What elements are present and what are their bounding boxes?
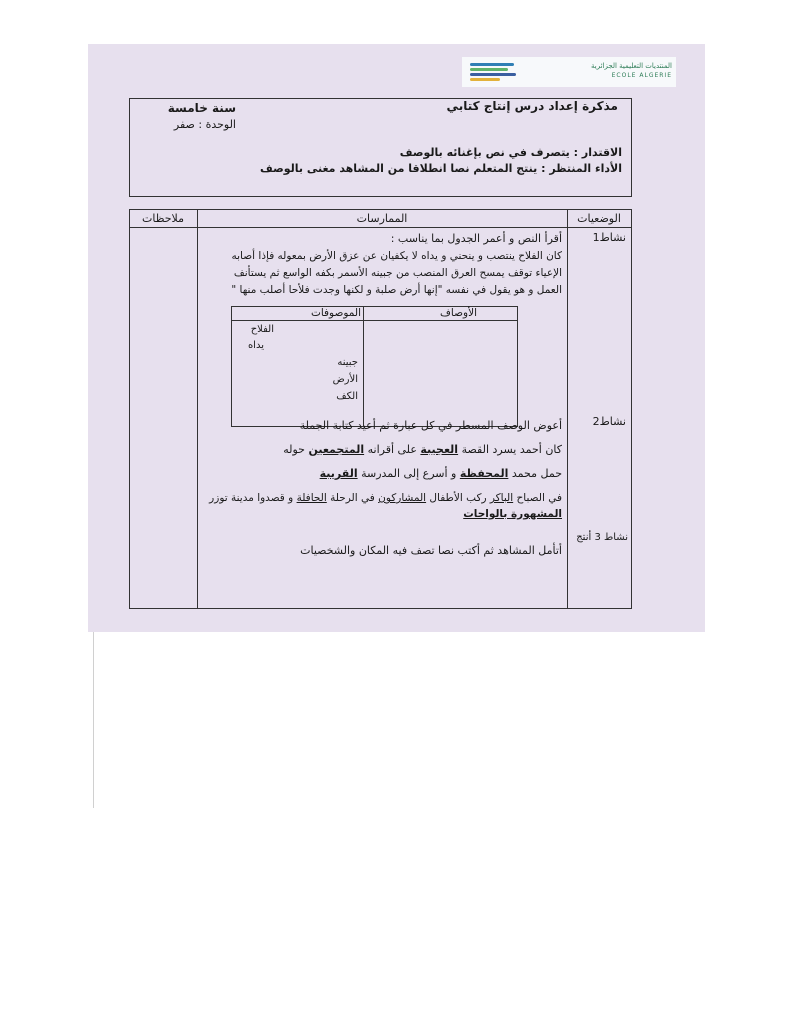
described-item: يداه <box>247 340 264 351</box>
table-header-divider <box>129 227 632 228</box>
description-table-column-divider <box>363 306 364 427</box>
reading-text-line: الإعياء توقف يمسح العرق المنصب من جبينه الأسمر بكفه الواسع ثم يستأنف <box>233 267 562 279</box>
header-situations: الوضعيات <box>577 212 621 225</box>
expected-performance-line: الأداء المنتظر : ينتج المتعلم نصا انطلاقا من المشاهد مغنى بالوصف <box>260 162 622 175</box>
site-logo <box>462 57 676 87</box>
described-item: الأرض <box>332 374 358 385</box>
sentence-3: في الصباح الباكر ركب الأطفال المشاركون في الرحلة الحافلة و قصدوا مدينة توزر <box>209 492 562 504</box>
sentence-3-continuation: المشهورة بالواحات <box>463 508 562 520</box>
logo-text: المنتديات التعليمية الجزائرية ECOLE ALGERIE <box>591 62 672 79</box>
page-title: مذكرة إعداد درس إنتاج كتابي <box>446 99 618 113</box>
activity2-label: نشاط2 <box>592 415 626 428</box>
header-practices: الممارسات <box>356 212 408 225</box>
description-table-header-divider <box>231 320 518 321</box>
activity2-instruction: أعوض الوصف المسطر في كل عبارة ثم أعيد كتابة الجملة <box>299 419 562 432</box>
level-label: سنة خامسة <box>167 101 236 115</box>
table-column-divider <box>567 209 568 609</box>
page-edge-line <box>93 632 94 808</box>
activity1-label: نشاط1 <box>592 231 626 244</box>
descriptions-header: الأوصاف <box>440 307 477 319</box>
competency-line: الاقتدار : يتصرف في نص بإغنائه بالوصف <box>399 146 622 159</box>
described-header: الموصوفات <box>310 307 361 319</box>
reading-text-line: كان الفلاح ينتصب و ينحني و يداه لا يكفيان عن عزق الأرض بمعوله فإذا أصابه <box>231 250 562 262</box>
described-item: الفلاح <box>250 324 274 335</box>
activity3-instruction: أتأمل المشاهد ثم أكتب نصا تصف فيه المكان والشخصيات <box>300 544 562 557</box>
activity1-instruction: أقرأ النص و أعمر الجدول بما يناسب : <box>390 232 562 245</box>
table-column-divider <box>197 209 198 609</box>
activity3-label: نشاط 3 أنتج <box>576 532 628 543</box>
header-notes: ملاحظات <box>142 212 184 225</box>
described-item: جبينه <box>337 357 358 368</box>
sentence-2: حمل محمد المحفظة و أسرع إلى المدرسة القريبة <box>319 467 562 480</box>
description-table <box>231 306 518 427</box>
sentence-1: كان أحمد يسرد القصة العجيبة على أقرانه المتجمعين حوله <box>283 443 562 456</box>
reading-text-line: العمل و هو يقول في نفسه "إنها أرض صلبة و لكنها وجدت فلأحا أصلب منها " <box>231 284 562 296</box>
described-item: الكف <box>336 391 358 402</box>
logo-stripes-icon <box>470 63 518 83</box>
unit-label: الوحدة : صفر <box>173 118 236 131</box>
